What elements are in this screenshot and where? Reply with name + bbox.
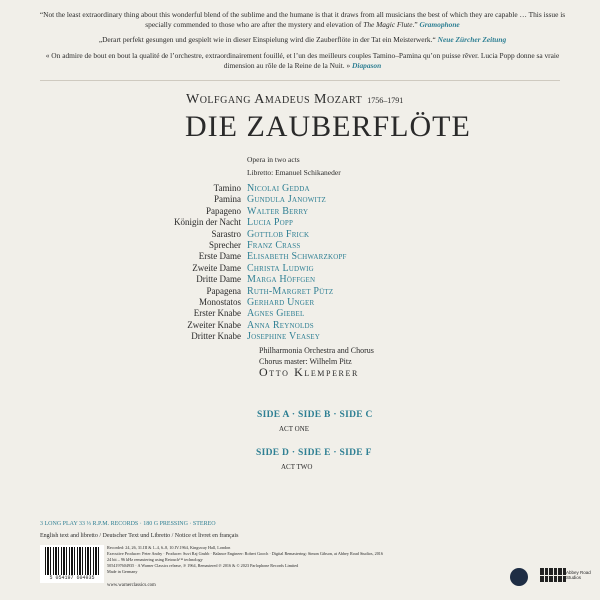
credit-line: Executive Producer: Peter Andry · Producer: Suvi Raj Grubb · Balance Engineer: Robert Gooch · Digital Remastering: Simon Gibson, at Abbey Road Studios, 2016 xyxy=(107,551,383,556)
singer: Nicolai Gedda xyxy=(247,183,310,194)
cast-list xyxy=(170,183,347,343)
conductor: Otto Klemperer xyxy=(259,365,359,379)
role: Erste Dame xyxy=(198,251,241,262)
sides-act-one: SIDE A · SIDE B · SIDE C xyxy=(257,410,373,420)
website-url: www.warnerclassics.com xyxy=(107,583,156,588)
credit-line: 24 bit – 96 kHz remastering using Retouch™ technology xyxy=(107,557,203,562)
singer: Ruth-Margret Pütz xyxy=(247,285,334,297)
barcode-bars xyxy=(45,547,99,575)
cast-row xyxy=(170,286,347,297)
singer: Walter Berry xyxy=(247,205,309,217)
chorus-master: Chorus master: Wilhelm Pitz xyxy=(259,357,352,366)
cast-row xyxy=(170,274,347,285)
role: Zweiter Knabe xyxy=(187,319,241,330)
singer: Gundula Janowitz xyxy=(247,194,327,206)
cast-row xyxy=(170,297,347,308)
credit-line: 5054197604935 · A Warner Classics release, ℗ 1964, Remastered ℗ 2016 & © 2023 Parlophone Records Limited xyxy=(107,563,299,568)
quote-title: The Magic Flute xyxy=(363,20,413,30)
composer-heading xyxy=(186,92,403,108)
performers xyxy=(259,345,374,378)
divider xyxy=(40,80,560,81)
role: Monostatos xyxy=(198,297,241,308)
act-two-label: ACT TWO xyxy=(281,463,313,471)
quote-source: Neue Zürcher Zeitung xyxy=(437,35,507,45)
role: Sarastro xyxy=(211,228,241,239)
quote-gramophone xyxy=(30,10,575,30)
quote-nzz xyxy=(30,35,575,45)
work-subtitle: Opera in two acts xyxy=(247,155,300,164)
barcode xyxy=(40,545,104,583)
warner-classics-logo xyxy=(510,568,528,586)
abbey-road-logo-text: Abbey Road Studios xyxy=(566,570,591,580)
cast-row xyxy=(170,183,347,194)
recording-credits xyxy=(107,545,447,575)
singer: Gerhard Unger xyxy=(247,297,315,309)
cast-row xyxy=(170,331,347,342)
sides-act-two: SIDE D · SIDE E · SIDE F xyxy=(256,448,372,458)
role: Zweite Dame xyxy=(192,262,241,273)
cast-row xyxy=(170,320,347,331)
credit-line: Recorded: 24, 26, 31.III & 1–4, 6–8, 10.IV.1964, Kingsway Hall, London xyxy=(107,545,231,550)
composer-years: 1756–1791 xyxy=(367,96,404,105)
format-line: 3 LONG PLAY 33 ⅓ R.P.M. RECORDS · 180 G PRESSING · STEREO xyxy=(40,521,216,527)
composer-name: Wolfgang Amadeus Mozart xyxy=(186,92,363,107)
quote-text: “Not the least extraordinary thing about this wonderful blend of the sublime and the humane is that it draws from all musicians the best of which they are capable … This issue is specially commended to those who are after the mystery and elevation of xyxy=(39,10,566,30)
singer: Agnes Giebel xyxy=(247,308,305,320)
role: Tamino xyxy=(213,183,241,193)
orchestra: Philharmonia Orchestra and Chorus xyxy=(259,346,374,355)
act-one-label: ACT ONE xyxy=(279,425,310,433)
singer: Lucia Popp xyxy=(247,217,294,229)
quote-text: „Derart perfekt gesungen und gespielt wie in dieser Einspielung wird die Zauberflöte in der Tat ein Meisterwerk.“ xyxy=(98,35,438,45)
quote-source: Diapason xyxy=(352,60,382,70)
quote-diapason xyxy=(30,51,575,71)
cast-row xyxy=(170,263,347,274)
barcode-number: 5 054197 604935 xyxy=(49,575,95,581)
role: Pamina xyxy=(214,194,241,205)
press-quotes xyxy=(30,10,575,76)
singer: Christa Ludwig xyxy=(247,262,314,274)
singer: Anna Reynolds xyxy=(247,319,314,331)
cast-row xyxy=(170,251,347,262)
cast-row xyxy=(170,217,347,228)
credit-line: Made in Germany xyxy=(107,569,138,574)
singer: Gottlob Frick xyxy=(247,228,310,240)
role: Papagena xyxy=(206,285,241,296)
singer: Marga Höffgen xyxy=(247,274,316,286)
quote-source: Gramophone xyxy=(419,20,460,30)
work-title: DIE ZAUBERFLÖTE xyxy=(185,110,471,143)
cast-row xyxy=(170,194,347,205)
singer: Elisabeth Schwarzkopf xyxy=(247,251,347,263)
quote-text-end: .” xyxy=(412,20,420,30)
role: Dritter Knabe xyxy=(191,331,241,342)
role: Sprecher xyxy=(209,240,241,251)
libretto-credit: Libretto: Emanuel Schikaneder xyxy=(247,168,341,177)
role: Erster Knabe xyxy=(193,308,241,319)
cast-row xyxy=(170,229,347,240)
quote-text: « On admire de bout en bout la qualité de l’orchestre, extraordinairement fouillé, et l’un des meilleurs couples Tamino–Pamina qu’on puisse rêver. Lucia Popp donne sa vraie dimension au rôle de la Reine de la Nuit. » xyxy=(45,50,560,70)
cast-row xyxy=(170,206,347,217)
abbey-road-logo-mark xyxy=(540,568,566,582)
cast-row xyxy=(170,240,347,251)
singer: Josephine Veasey xyxy=(247,331,321,343)
role: Dritte Dame xyxy=(196,274,241,285)
languages-line: English text and libretto / Deutscher Text und Libretto / Notice et livret en français xyxy=(40,533,239,539)
role: Königin der Nacht xyxy=(174,217,241,228)
role: Papageno xyxy=(206,205,241,216)
cast-row xyxy=(170,308,347,319)
singer: Franz Crass xyxy=(247,240,301,252)
